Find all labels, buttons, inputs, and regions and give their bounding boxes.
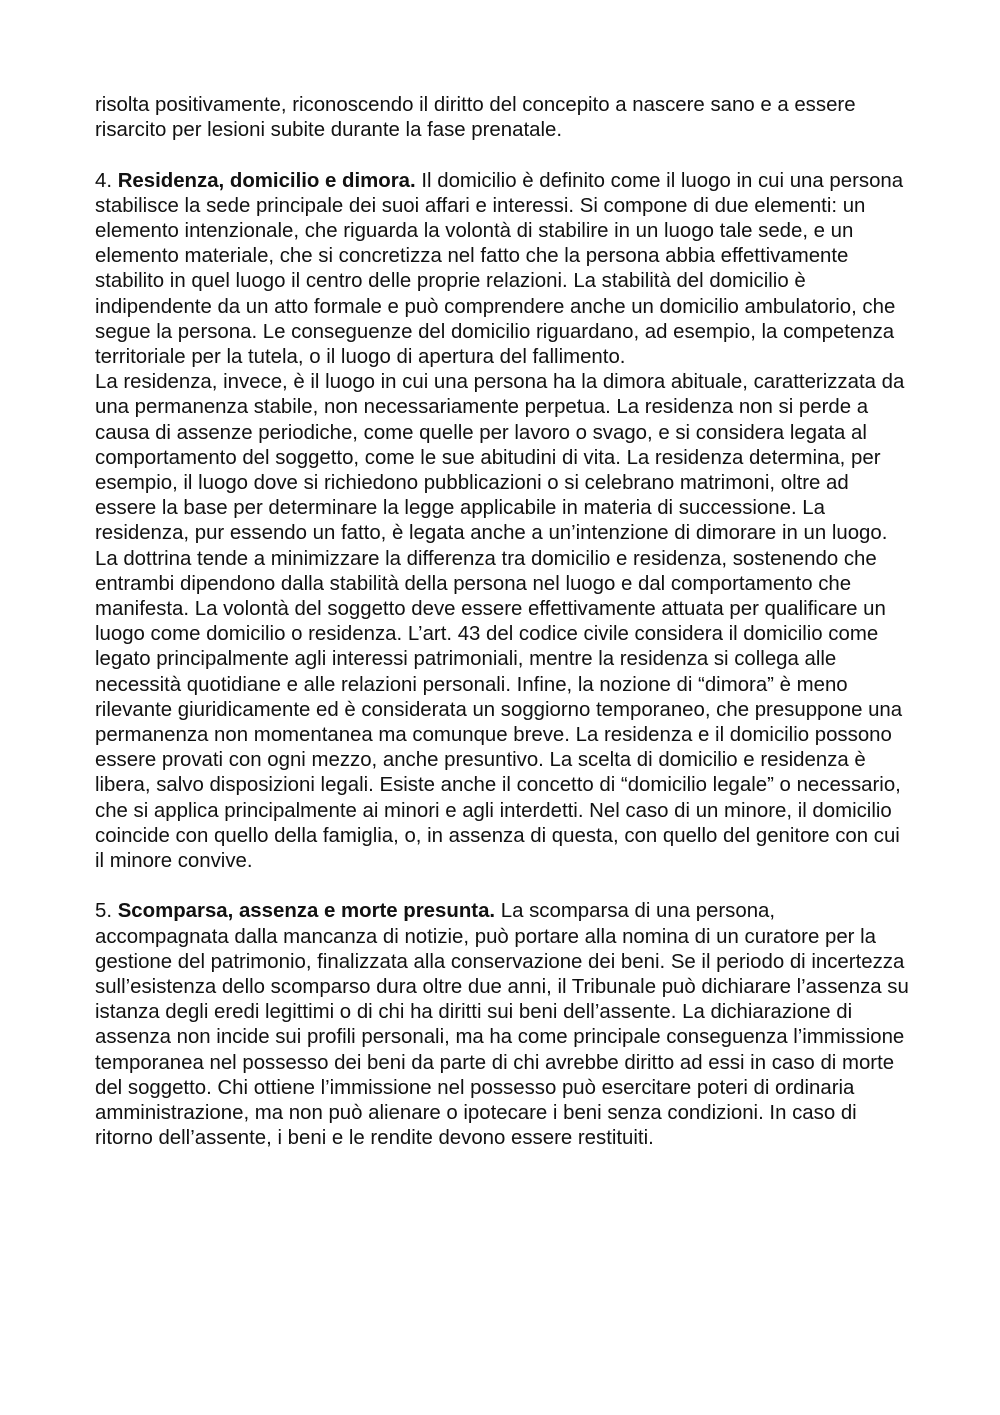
- paragraph-spacer: [95, 143, 910, 168]
- intro-paragraph: risolta positivamente, riconoscendo il diritto del concepito a nascere sano e a essere risarcito per lesioni subite durante la fase prenatale.: [95, 94, 856, 142]
- paragraph-spacer: [95, 874, 910, 899]
- section-4-residenza-paragraph: La residenza, invece, è il luogo in cui una persona ha la dimora abituale, caratterizzata da una permanenza stabile, non necessariamente perpetua. La residenza non si perde a causa di assenze periodiche, come quelle per lavoro o svago, e si considera legata al comportamento del soggetto, come le sue abitudini di vita. La residenza determina, per esempio, il luogo dove si richiedono pubblicazioni o si celebrano matrimoni, oltre ad essere la base per determinare la legge applicabile in materia di successione. La residenza, pur essendo un fatto, è legata anche a un’intenzione di dimorare in un luogo.: [95, 371, 905, 545]
- section-5-paragraph: [95, 899, 910, 1151]
- section-4-paragraph: [95, 169, 910, 371]
- section-5-number: 5.: [95, 900, 113, 923]
- section-4-dottrina-paragraph: La dottrina tende a minimizzare la differenza tra domicilio e residenza, sostenendo che entrambi dipendono dalla stabilità della persona nel luogo e dal comportamento che manifesta. La volontà del soggetto deve essere effettivamente attuata per qualificare un luogo come domicilio o residenza. L’art. 43 del codice civile considera il domicilio come legato principalmente agli interessi patrimoniali, mentre la residenza si collega alle necessità quotidiane e alle relazioni personali. Infine, la nozione di “dimora” è meno rilevante giuridicamente ed è considerata un soggiorno temporaneo, che presuppone una permanenza non momentanea ma comunque breve. La residenza e il domicilio possono essere provati con ogni mezzo, anche presuntivo. La scelta di domicilio e residenza è libera, salvo disposizioni legali. Esiste anche il concetto di “domicilio legale” o necessario, che si applica principalmente ai minori e agli interdetti. Nel caso di un minore, il domicilio coincide con quello della famiglia, o, in assenza di questa, con quello del genitore con cui il minore convive.: [95, 547, 903, 873]
- document-page: [95, 93, 910, 1152]
- section-5-lead-text: La scomparsa di una persona, accompagnata dalla mancanza di notizie, può portare alla nomina di un curatore per la gestione del patrimonio, finalizzata alla conservazione dei beni. Se il periodo di incertezza sull’esistenza dello scomparso dura oltre due anni, il Tribunale può dichiarare l’assenza su istanza degli eredi legittimi o di chi ha diritti sui beni dell’assente. La dichiarazione di assenza non incide sui profili personali, ma ha come principale conseguenza l’immissione temporanea nel possesso dei beni da parte di chi avrebbe diritto ad essi in caso di morte del soggetto. Chi ottiene l’immissione nel possesso può esercitare poteri di ordinaria amministrazione, ma non può alienare o ipotecare i beni senza condizioni. In caso di ritorno dell’assente, i beni e le rendite devono essere restituiti.: [95, 900, 909, 1150]
- section-4-heading: Residenza, domicilio e dimora.: [117, 169, 416, 192]
- section-5-heading: Scomparsa, assenza e morte presunta.: [117, 900, 496, 923]
- section-4-lead-text: Il domicilio è definito come il luogo in cui una persona stabilisce la sede principale dei suoi affari e interessi. Si compone di due elementi: un elemento intenzionale, che riguarda la volontà di stabilire in un luogo tale sede, e un elemento materiale, che si concretizza nel fatto che la persona abbia effettivamente stabilito in quel luogo il centro delle proprie relazioni. La stabilità del domicilio è indipendente da un atto formale e può comprendere anche un domicilio ambulatorio, che segue la persona. Le conseguenze del domicilio riguardano, ad esempio, la competenza territoriale per la tutela, o il luogo di apertura del fallimento.: [95, 169, 904, 369]
- section-4-number: 4.: [95, 169, 113, 192]
